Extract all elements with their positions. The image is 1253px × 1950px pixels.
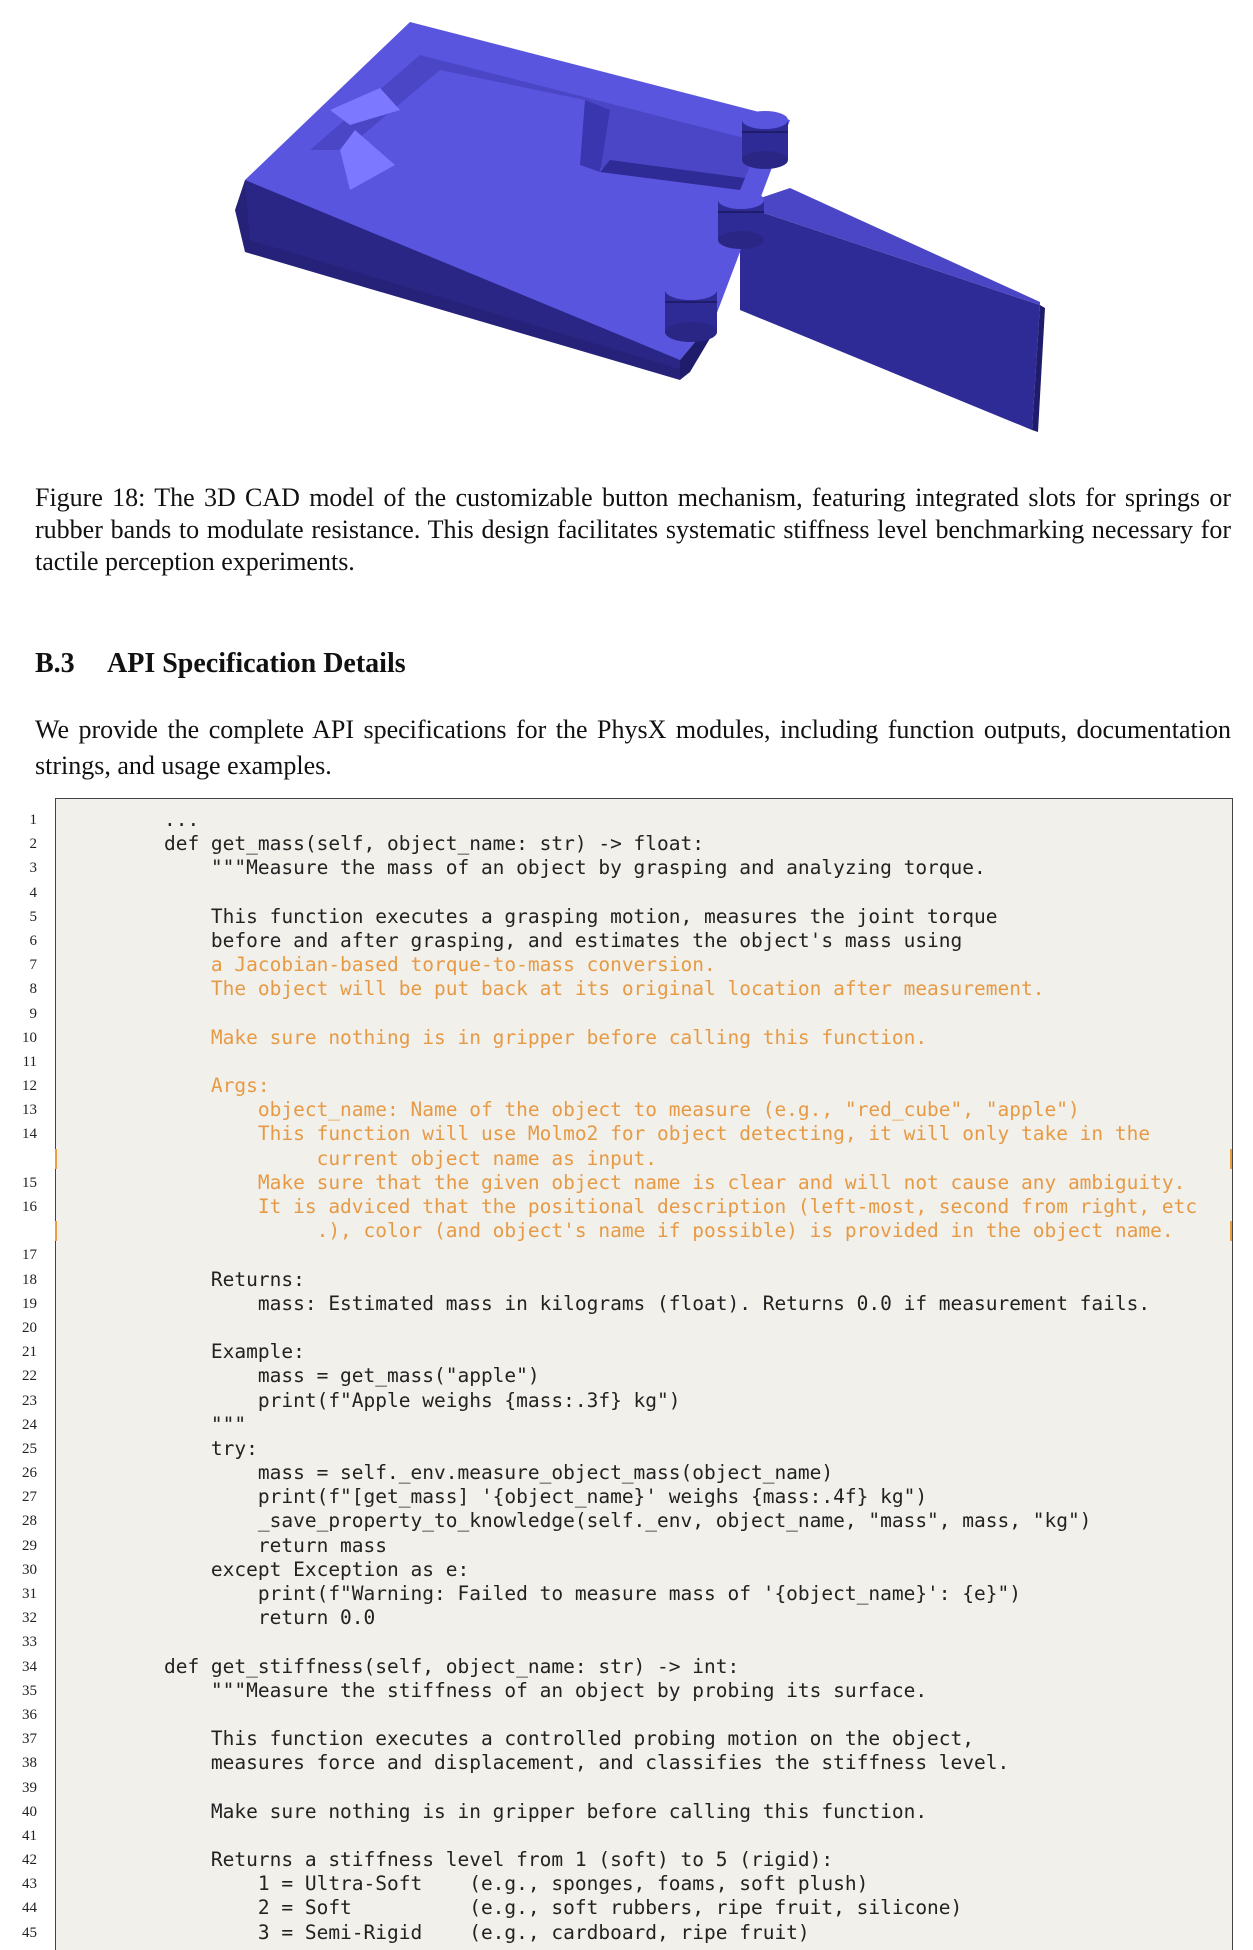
line-number: 8	[29, 981, 37, 998]
code-text: Returns:	[117, 1267, 305, 1291]
code-text: 1 = Ultra-Soft (e.g., sponges, foams, soft plush)	[117, 1872, 869, 1896]
code-text: Make sure nothing is in gripper before calling this function.	[117, 1799, 928, 1823]
code-text: mass: Estimated mass in kilograms (float). Returns 0.0 if measurement fails.	[117, 1291, 1151, 1315]
code-line	[0, 1896, 1253, 1920]
code-line	[0, 1703, 1253, 1727]
code-text: """Measure the stiffness of an object by probing its surface.	[117, 1678, 928, 1702]
line-number: 30	[22, 1561, 37, 1578]
line-number: 15	[22, 1174, 37, 1191]
wrap-marker-left	[55, 1221, 57, 1241]
line-number: 40	[22, 1803, 37, 1820]
line-number: 20	[22, 1319, 37, 1336]
section-number: B.3	[35, 648, 75, 679]
code-line	[0, 953, 1253, 977]
code-line	[0, 1776, 1253, 1800]
code-text: def get_stiffness(self, object_name: str) -> int:	[117, 1654, 740, 1678]
code-text: object_name: Name of the object to measure (e.g., "red_cube", "apple")	[117, 1098, 1080, 1122]
intro-paragraph: We provide the complete API specifications for the PhysX modules, including function outputs, documentation strings, and usage examples.	[35, 715, 1231, 780]
code-line	[0, 1243, 1253, 1267]
line-number: 37	[22, 1731, 37, 1748]
code-text: """Measure the mass of an object by grasping and analyzing torque.	[117, 856, 986, 880]
code-line	[0, 1824, 1253, 1848]
code-line	[0, 1509, 1253, 1533]
line-number: 22	[22, 1368, 37, 1385]
code-line	[0, 1872, 1253, 1896]
code-text: This function executes a controlled probing motion on the object,	[117, 1727, 975, 1751]
code-line	[0, 1364, 1253, 1388]
code-line	[0, 1679, 1253, 1703]
code-line	[0, 905, 1253, 929]
code-text: Make sure that the given object name is clear and will not cause any ambiguity.	[117, 1170, 1186, 1194]
code-text: 2 = Soft (e.g., soft rubbers, ripe fruit, silicone)	[117, 1896, 963, 1920]
code-line	[0, 1389, 1253, 1413]
code-text: return 0.0	[117, 1606, 376, 1630]
line-number: 12	[22, 1078, 37, 1095]
code-text: _save_property_to_knowledge(self._env, object_name, "mass", mass, "kg")	[117, 1509, 1092, 1533]
code-text: ...	[117, 808, 200, 831]
code-text: mass = get_mass("apple")	[117, 1364, 540, 1388]
code-text: current object name as input.	[117, 1146, 658, 1170]
code-text: 3 = Semi-Rigid (e.g., cardboard, ripe fruit)	[117, 1920, 810, 1944]
line-number: 10	[22, 1029, 37, 1046]
line-number: 45	[22, 1924, 37, 1941]
code-text: The object will be put back at its original location after measurement.	[117, 977, 1045, 1001]
code-line	[0, 1727, 1253, 1751]
line-number: 14	[22, 1126, 37, 1143]
code-text: a Jacobian-based torque-to-mass conversion.	[117, 953, 716, 977]
cad-model-image	[0, 0, 1253, 445]
code-text: measures force and displacement, and classifies the stiffness level.	[117, 1751, 1010, 1775]
code-text: mass = self._env.measure_object_mass(object_name)	[117, 1461, 834, 1485]
code-line	[0, 1630, 1253, 1654]
line-number: 42	[22, 1852, 37, 1869]
line-number: 16	[22, 1199, 37, 1215]
code-line	[0, 1655, 1253, 1679]
code-line	[0, 832, 1253, 856]
line-number: 6	[29, 932, 37, 949]
line-number: 25	[22, 1440, 37, 1457]
figure-caption: Figure 18: The 3D CAD model of the customizable button mechanism, featuring integrated slots for springs or rubber bands to modulate resistance. This design facilitates systematic stiffness level benchmarking necessary for tactile perception experiments.	[35, 483, 1231, 576]
code-line	[0, 1147, 1253, 1171]
line-number: 32	[22, 1610, 37, 1627]
code-line	[0, 1485, 1253, 1509]
line-number: 17	[22, 1247, 37, 1264]
code-text: return mass	[117, 1533, 388, 1557]
code-text: This function executes a grasping motion, measures the joint torque	[117, 904, 998, 928]
line-number: 33	[22, 1634, 37, 1651]
line-number: 1	[29, 812, 37, 828]
line-number: 2	[29, 836, 37, 853]
peg-1	[742, 111, 788, 169]
code-line	[0, 977, 1253, 1001]
code-text: Make sure nothing is in gripper before calling this function.	[117, 1025, 928, 1049]
code-text: print(f"Warning: Failed to measure mass of '{object_name}': {e}")	[117, 1582, 1021, 1605]
code-text: """	[117, 1412, 247, 1436]
line-number: 29	[22, 1537, 37, 1554]
code-text: before and after grasping, and estimates the object's mass using	[117, 928, 963, 952]
section-heading	[35, 648, 406, 680]
line-number: 18	[22, 1271, 37, 1288]
line-number: 44	[22, 1900, 37, 1917]
code-line	[0, 881, 1253, 905]
peg-3	[665, 280, 717, 342]
code-text: Example:	[117, 1340, 305, 1364]
code-text: Returns a stiffness level from 1 (soft) to 5 (rigid):	[117, 1848, 834, 1872]
line-number: 4	[29, 884, 37, 901]
line-number: 24	[22, 1416, 37, 1433]
code-line	[0, 1461, 1253, 1485]
code-line	[0, 1195, 1253, 1219]
line-number: 36	[22, 1706, 37, 1723]
line-number: 39	[22, 1779, 37, 1796]
code-line	[0, 1074, 1253, 1098]
code-text: except Exception as e:	[117, 1557, 470, 1581]
line-number: 11	[22, 1053, 37, 1070]
code-text: try:	[117, 1436, 258, 1460]
code-line	[0, 1219, 1253, 1243]
code-text: It is adviced that the positional description (left-most, second from right, etc	[117, 1195, 1198, 1218]
code-line	[0, 1316, 1253, 1340]
code-line	[0, 1268, 1253, 1292]
code-line	[0, 1606, 1253, 1630]
line-number: 21	[22, 1344, 37, 1361]
code-line	[0, 1848, 1253, 1872]
code-text: print(f"Apple weighs {mass:.3f} kg")	[117, 1388, 681, 1412]
peg-2	[718, 191, 764, 249]
code-line	[0, 1751, 1253, 1775]
line-number: 26	[22, 1465, 37, 1482]
code-text: .), color (and object's name if possible) is provided in the object name.	[117, 1219, 1174, 1243]
line-number: 27	[22, 1489, 37, 1506]
code-line	[0, 1122, 1253, 1146]
code-line	[0, 1534, 1253, 1558]
line-number: 35	[22, 1682, 37, 1699]
wrap-marker-right	[1230, 1221, 1232, 1241]
line-number: 28	[22, 1513, 37, 1530]
line-number: 9	[29, 1005, 37, 1022]
code-text: print(f"[get_mass] '{object_name}' weighs {mass:.4f} kg")	[117, 1485, 928, 1509]
line-number: 5	[29, 908, 37, 925]
line-number: 31	[22, 1586, 37, 1602]
wrap-marker-left	[55, 1149, 57, 1169]
code-line	[0, 1340, 1253, 1364]
code-line	[0, 1558, 1253, 1582]
code-listing	[0, 808, 1253, 1945]
line-number: 43	[22, 1876, 37, 1893]
wrap-marker-right	[1230, 1149, 1232, 1169]
code-text: Args:	[117, 1074, 270, 1098]
code-line	[0, 1921, 1253, 1945]
line-number: 19	[22, 1295, 37, 1312]
line-number: 34	[22, 1658, 37, 1675]
section-title: API Specification Details	[107, 648, 406, 679]
cad-model-figure	[0, 0, 1253, 445]
code-line	[0, 1413, 1253, 1437]
line-number: 41	[22, 1827, 37, 1844]
code-line	[0, 808, 1253, 832]
code-line	[0, 1292, 1253, 1316]
code-line	[0, 1050, 1253, 1074]
code-line	[0, 929, 1253, 953]
code-line	[0, 1437, 1253, 1461]
code-line	[0, 1002, 1253, 1026]
code-line	[0, 1026, 1253, 1050]
line-number: 3	[29, 860, 37, 877]
code-line	[0, 1582, 1253, 1606]
code-line	[0, 856, 1253, 880]
code-line	[0, 1171, 1253, 1195]
line-number: 38	[22, 1755, 37, 1772]
line-number: 7	[29, 957, 37, 974]
code-line	[0, 1098, 1253, 1122]
line-number: 23	[22, 1392, 37, 1409]
code-text: def get_mass(self, object_name: str) -> float:	[117, 832, 704, 856]
code-line	[0, 1800, 1253, 1824]
line-number: 13	[22, 1102, 37, 1119]
code-text: This function will use Molmo2 for object detecting, it will only take in the	[117, 1122, 1151, 1146]
